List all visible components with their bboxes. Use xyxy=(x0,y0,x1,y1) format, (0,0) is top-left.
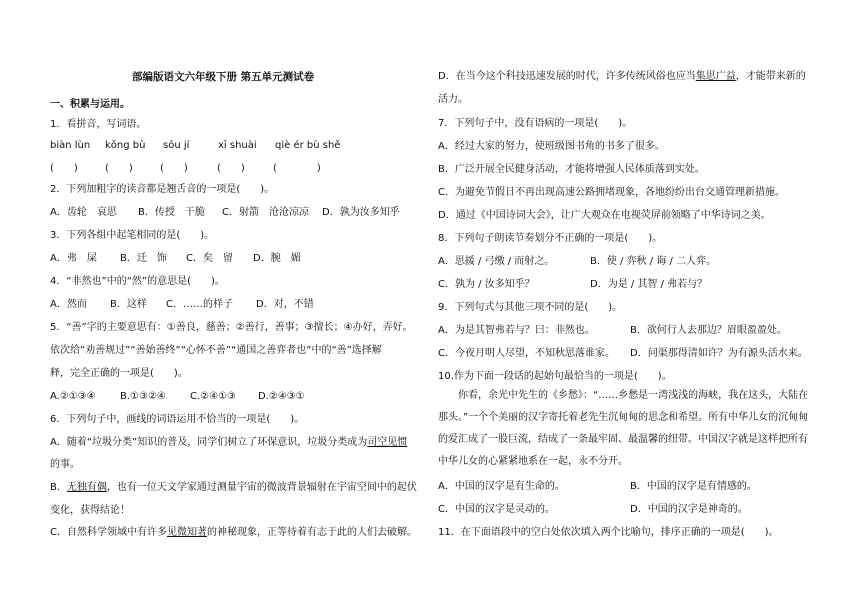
q10-stem: 10.作为下面一段话的起始句最恰当的一项是( )。 xyxy=(438,371,672,382)
q6-option-b-prefix: B． xyxy=(50,482,67,493)
q10-option-d: D．中国的汉字是神奇的。 xyxy=(630,504,748,515)
q4-option-b: B．这样 xyxy=(110,299,147,310)
q6-option-d-text: D．在当今这个科技迅速发展的时代，许多传统风俗也应当 xyxy=(438,71,696,82)
q8-option-a: A．思援 / 弓缴 / 而射之。 xyxy=(438,256,555,267)
q5-option-a: A.②①③④ xyxy=(50,391,96,402)
q6-option-d-line2: 活力。 xyxy=(438,94,468,105)
q6-option-c-line1 xyxy=(50,526,417,540)
q1-blank-2[interactable]: ( ) xyxy=(105,163,133,174)
q6-option-d-line1 xyxy=(438,70,806,84)
q1-pinyin-3: sōu jí xyxy=(163,140,190,151)
q6-underlined-word-c: 见微知著 xyxy=(166,527,207,538)
q3-option-d: D．腕 媚 xyxy=(253,253,301,264)
q2-option-b: B．传授 干脆 xyxy=(138,207,205,218)
q4-option-d: D．对，不错 xyxy=(256,299,314,310)
q9-stem: 9．下列句式与其他三项不同的是( )。 xyxy=(438,302,623,313)
q9-option-b: B．欲何行人去那边？眉眼盈盈处。 xyxy=(630,325,787,336)
q9-option-a: A．为是其智弗若与？曰：非然也。 xyxy=(438,325,595,336)
q5-option-d: D.②④③① xyxy=(258,391,305,402)
q6-underlined-word-d: 集思广益 xyxy=(695,71,736,82)
q1-pinyin-4: xī shuài xyxy=(218,140,257,151)
q1-blank-4[interactable]: ( ) xyxy=(217,163,245,174)
q10-option-a: A．中国的汉字是有生命的。 xyxy=(438,481,565,492)
q6-option-b-text: ，也有一位天文学家通过测量宇宙的微波背景辐射在宇宙空间中的起伏 xyxy=(106,482,417,493)
q1-blank-3[interactable]: ( ) xyxy=(160,163,188,174)
q9-option-c: C．今夜月明人尽望，不知秋思落谁家。 xyxy=(438,348,615,359)
q6-underlined-word-b: 无独有偶 xyxy=(66,482,107,493)
section-heading: 一、积累与运用。 xyxy=(50,99,130,110)
q6-option-c-text-2: 的神秘现象，正等待着有志于此的人们去破解。 xyxy=(206,527,417,538)
q5-line-3: 释，完全正确的一项是( )。 xyxy=(50,368,188,379)
q6-option-d-text-2: ，才能带来新的 xyxy=(735,71,806,82)
q5-option-c: C.②④①③ xyxy=(190,391,237,402)
q9-option-d: D．问渠那得清如许？为有源头活水来。 xyxy=(630,348,808,359)
q6-option-a-line2: 的事。 xyxy=(50,459,80,470)
q8-option-c: C．孰为 / 汝多知乎？ xyxy=(438,279,535,290)
q4-stem: 4．“非然也”中的“然”的意思是( )。 xyxy=(50,276,225,287)
q7-option-c: C．为避免节假日不再出现高速公路拥堵现象，各地纷纷出台交通管理新措施。 xyxy=(438,187,785,198)
q8-option-b: B．使 / 弈秋 / 诲 / 二人弈。 xyxy=(590,256,717,267)
q2-option-d: D．孰为汝多知乎 xyxy=(322,207,400,218)
q6-option-c-text: C．自然科学领域中有许多 xyxy=(50,527,167,538)
q7-stem: 7．下列句子中，没有语病的一项是( )。 xyxy=(438,118,633,129)
q7-option-a: A．经过大家的努力，使班级图书角的书多了很多。 xyxy=(438,141,665,152)
q1-stem: 1．看拼音，写词语。 xyxy=(50,119,147,130)
q10-option-b: B．中国的汉字是有情感的。 xyxy=(630,481,757,492)
q4-option-c: C．……的样子 xyxy=(166,299,233,310)
q6-stem: 6．下列句子中，画线的词语运用不恰当的一项是( )。 xyxy=(50,414,305,425)
q8-stem: 8．下列句子朗读节奏划分不正确的一项是( )。 xyxy=(438,233,663,244)
q10-passage: 你看，余光中先生的《乡愁》：“……乡愁是一湾浅浅的海峡，我在这头，大陆在那头。”一个个美丽的汉字寄托着老先生沉甸甸的思念和希望。所有中华儿女的沉甸甸的爱汇成了一股巨流，结成了一条最牢固、最温馨的纽带。中国汉字就是这样把所有中华儿女的心紧紧地系在一起，永不分开。 xyxy=(438,390,809,467)
q8-option-d: D．为是 / 其智 / 弗若与？ xyxy=(590,279,708,290)
q1-blank-1[interactable]: ( ) xyxy=(50,163,78,174)
q5-line-1: 5．“善”字的主要意思有：①善良，慈善；②善行，善事；③擅长；④办好，弄好。 xyxy=(50,322,413,333)
q11-stem: 11．在下面语段中的空白处依次填入两个比喻句，排序正确的一项是( )。 xyxy=(438,527,779,538)
q4-option-a: A．然而 xyxy=(50,299,87,310)
q2-option-c: C．射箭 沧沧凉凉 xyxy=(222,207,309,218)
q2-stem: 2．下列加粗字的读音都是翘舌音的一项是( )。 xyxy=(50,184,275,195)
q7-option-d: D．通过《中国诗词大会》，让广大观众在电视荧屏前领略了中华诗词之美。 xyxy=(438,210,771,221)
q6-option-b-line1 xyxy=(50,481,417,495)
q1-pinyin-2: kǒng bù xyxy=(105,140,146,151)
q1-pinyin-5: qiè ér bù shě xyxy=(275,140,341,151)
q6-option-a-line1 xyxy=(50,436,407,450)
q3-option-c: C．矣 留 xyxy=(186,253,233,264)
q6-option-a-text: A．随着“垃圾分类”知识的普及，同学们树立了环保意识，垃圾分类成为 xyxy=(50,437,368,448)
q6-option-b-line2: 变化，获得结论！ xyxy=(50,505,130,516)
q10-option-c: C．中国的汉字是灵动的。 xyxy=(438,504,555,515)
q2-option-a: A．齿轮 哀思 xyxy=(50,207,117,218)
page-title: 部编版语文六年级下册 第五单元测试卷 xyxy=(132,71,315,83)
q6-underlined-word-a: 司空见惯 xyxy=(367,437,408,448)
q1-blank-5[interactable]: ( ) xyxy=(273,163,321,174)
q1-pinyin-1: biàn lùn xyxy=(50,140,91,151)
q5-option-b: B.①③②④ xyxy=(120,391,166,402)
q7-option-b: B．广泛开展全民健身活动，才能将增强人民体质落到实处。 xyxy=(438,164,705,175)
q3-option-b: B．迁 饰 xyxy=(120,253,167,264)
q3-stem: 3．下列各组中起笔相同的是( )。 xyxy=(50,230,215,241)
q3-option-a: A．弗 屎 xyxy=(50,253,97,264)
q5-line-2: 依次给“劝善规过”“善始善终”“心怀不善”“通国之善弈者也”中的“善”选择解 xyxy=(50,345,382,356)
